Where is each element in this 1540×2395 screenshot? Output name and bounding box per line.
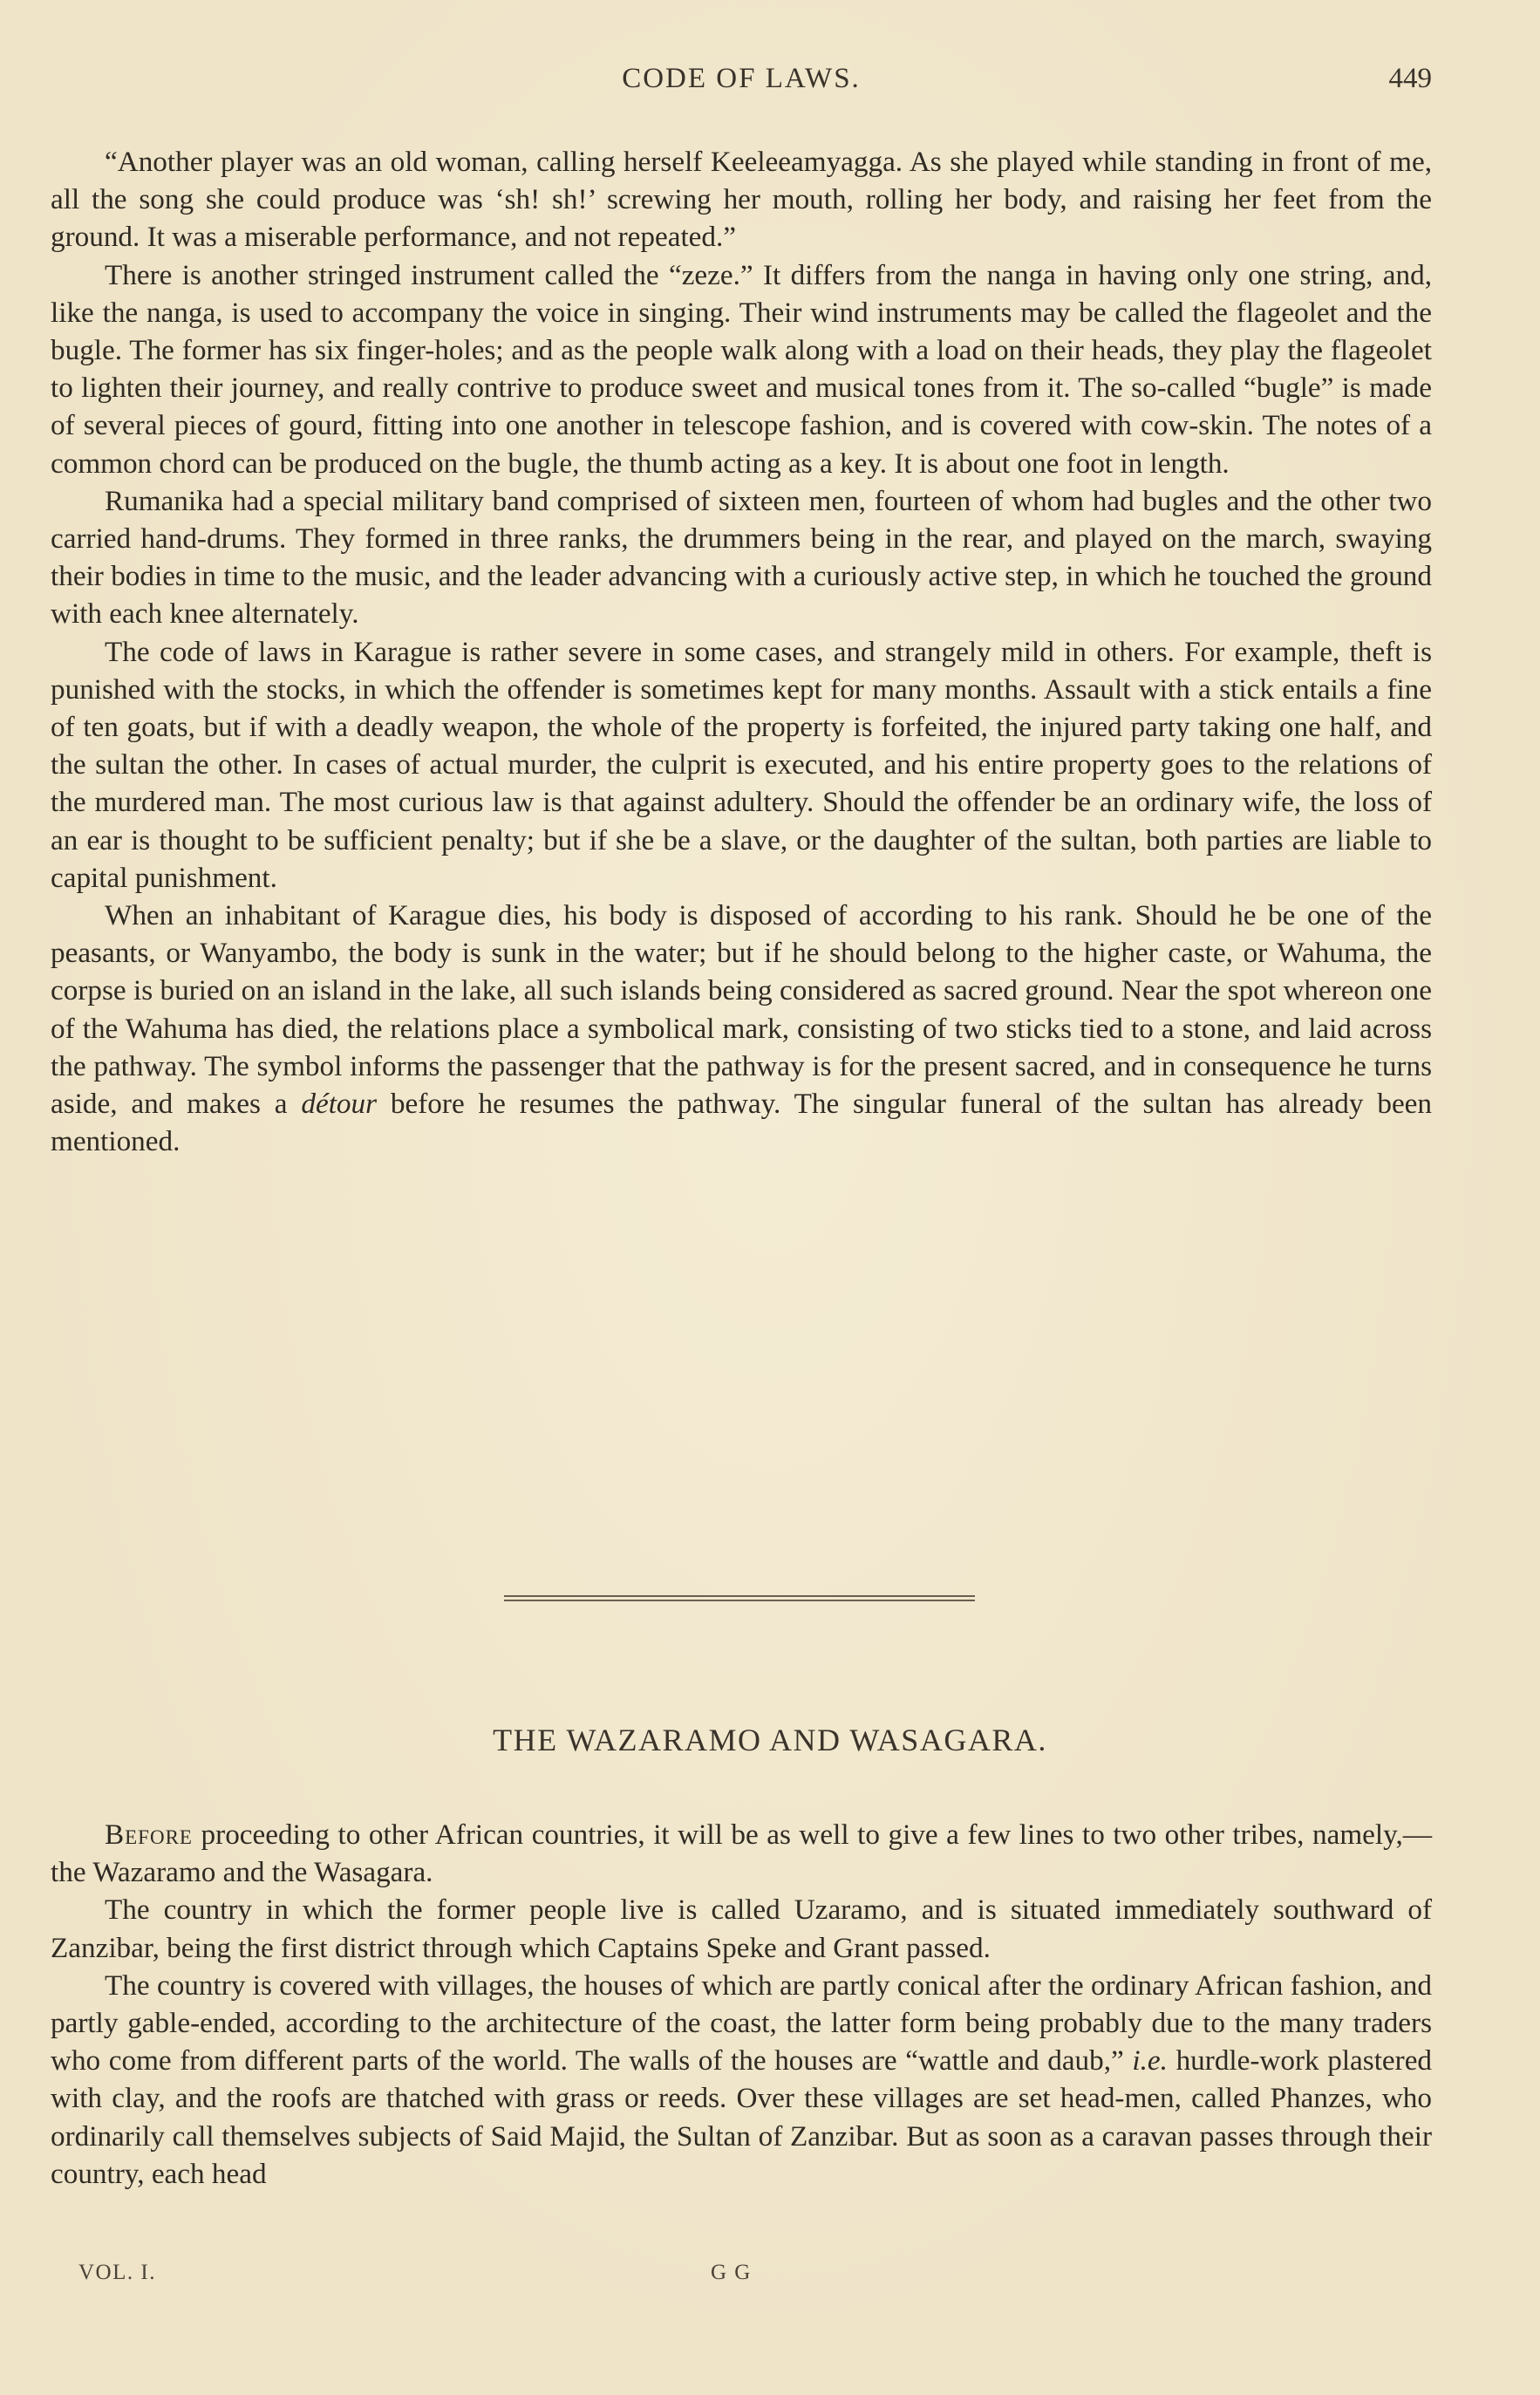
paragraph-quote: “Another player was an old woman, calling herself Keeleeamyagga. As she played while standing in front of me, all the song she could produce was ‘sh! sh!’ screwing her mouth, rolling her body, and raising her feet from the ground. It was a miserable performance, and not repeated.” [51, 146, 1432, 254]
paragraph-section-intro [51, 1816, 1432, 1891]
running-title: CODE OF LAWS. [622, 63, 861, 94]
villages-text-end: hurdle-work plastered with clay, and the roofs are thatched with grass or reeds. Over these villages are set head-men, called Phanzes, who ordinarily call themselves subjects of Said Majid, the Sultan of Zanzibar. But as soon as a caravan passes through their country, each head [51, 2044, 1433, 2190]
section-heading: THE WAZARAMO AND WASAGARA. [493, 1723, 1047, 1757]
volume-marker: VOL. I. [78, 2261, 156, 2284]
intro-text: proceeding to other African countries, it will be as well to give a few lines to two other tribes, namely,—the Wazaramo and the Wasagara. [51, 1818, 1433, 1889]
villages-text-start: The country is covered with villages, the houses of which are partly conical after the ordinary African fashion, and partly gable-ended, according to the architecture of the coast, the latter form being probably due to the many traders who come from different parts of the world. The walls of the houses are “wattle and daub,” [51, 1969, 1432, 2078]
burial-text-end: before he resumes the pathway. The singular funeral of the sultan has already been mentioned. [51, 1088, 1433, 1158]
body-text-section [51, 1816, 1432, 2193]
paragraph-uzaramo: The country in which the former people live is called Uzaramo, and is situated immediately southward of Zanzibar, being the first district through which Captains Speke and Grant passed. [51, 1893, 1432, 1964]
section-divider [504, 1595, 975, 1602]
divider-line-top [504, 1595, 975, 1597]
burial-text-start: When an inhabitant of Karague dies, his body is disposed of according to his rank. Should he be one of the peasants, or Wanyambo, the body is sunk in the water; but if he should belong to the higher caste, or Wahuma, the corpse is buried on an island in the lake, all such islands being considered as sacred ground. Near the spot whereon one of the Wahuma has died, the relations place a symbolical mark, consisting of two sticks tied to a stone, and laid across the pathway. The symbol informs the passenger that the pathway is for the present sacred, and in consequence he turns aside, and makes a [51, 899, 1432, 1121]
paragraph-burial [51, 897, 1432, 1160]
villages-italic-abbrev: i.e. [1132, 2044, 1168, 2078]
running-head [51, 63, 1432, 106]
paragraph-military-band: Rumanika had a special military band comprised of sixteen men, fourteen of whom had bugles and the other two carried hand-drums. They formed in three ranks, the drummers being in the rear, and played on the march, swaying their bodies in time to the music, and the leader advancing with a curiously active step, in which he touched the ground with each knee alternately. [51, 484, 1432, 631]
intro-small-caps: Before [105, 1818, 193, 1851]
paragraph-code-of-laws: The code of laws in Karague is rather severe in some cases, and strangely mild in others. For example, theft is punished with the stocks, in which the offender is sometimes kept for many months. Assault with a stick entails a fine of ten goats, but if with a deadly weapon, the whole of the property is forfeited, the injured party taking one half, and the sultan the other. In cases of actual murder, the culprit is executed, and his entire property goes to the relations of the murdered man. The most curious law is that against adultery. Should the offender be an ordinary wife, the loss of an ear is thought to be sufficient penalty; but if she be a slave, or the daughter of the sultan, both parties are liable to capital punishment. [51, 635, 1432, 894]
body-text-top [51, 143, 1432, 1160]
paragraph-villages [51, 1967, 1432, 2193]
divider-line-bottom [504, 1600, 975, 1601]
burial-italic-word: détour [301, 1088, 378, 1121]
signature-mark: G G [711, 2261, 752, 2284]
page-number: 449 [1388, 63, 1432, 94]
paragraph-zeze: There is another stringed instrument called the “zeze.” It differs from the nanga in having only one string, and, like the nanga, is used to accompany the voice in singing. Their wind instruments may be called the flageolet and the bugle. The former has six finger-holes; and as the people walk along with a load on their heads, they play the flageolet to lighten their journey, and really contrive to produce sweet and musical tones from it. The so-called “bugle” is made of several pieces of gourd, fitting into one another in telescope fashion, and is covered with cow-skin. The notes of a common chord can be produced on the bugle, the thumb acting as a key. It is about one foot in length. [51, 258, 1432, 480]
